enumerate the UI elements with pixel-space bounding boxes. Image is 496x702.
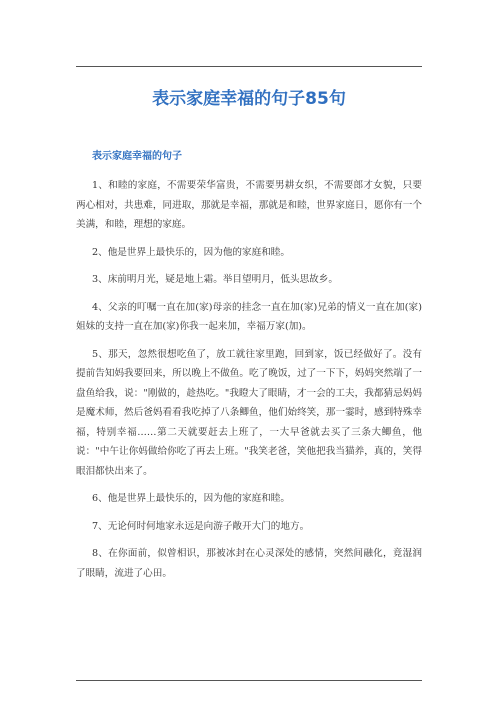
paragraph-2: 2、他是世界上最快乐的，因为他的家庭和睦。 — [92, 246, 290, 258]
bottom-divider — [76, 680, 422, 681]
paragraph-6: 6、他是世界上最快乐的，因为他的家庭和睦。 — [92, 493, 290, 504]
section-heading: 表示家庭幸福的句子 — [92, 151, 182, 162]
document-body — [76, 148, 422, 591]
page-title: 表示家庭幸福的句子85句 — [152, 89, 346, 109]
paragraph-4: 4、父亲的叮嘱一直在加(家)母亲的挂念一直在加(家)兄弟的情义一直在加(家)姐妹的支持一直在加(家)你我一起来加，幸福万家(加)。 — [76, 301, 422, 332]
paragraph-5: 5、那天，忽然很想吃鱼了，放工就往家里跑，回到家，饭已经做好了。没有提前告知妈我要回来，所以晚上不做鱼。吃了晚饭，过了一下下，妈妈突然端了一盘鱼给我，说："刚做的，趁热吃。"我瞪大了眼睛，才一会的工夫，我都猜忌妈妈是魔术师，然后爸妈看看我吃掉了八条鲫鱼，他们始终笑，那一霎时，感到特殊幸福，特别幸福……第二天就要赶去上班了，一大早爸就去买了三条大鲫鱼，他说："中午让你妈做给你吃了再去上班。"我笑老爸，笑他把我当猫养，真的，笑得眼泪都快出来了。 — [76, 348, 422, 477]
paragraph-1: 1、和睦的家庭，不需要荣华富贵，不需要男耕女织，不需要郎才女貌，只要两心相对，共患难，同进取，那就是幸福，那就是和睦，世界家庭日，愿你有一个美满，和睦，理想的家庭。 — [76, 180, 422, 230]
paragraph-3: 3、床前明月光，疑是地上霜。举目望明月，低头思故乡。 — [92, 274, 338, 285]
paragraph-8: 8、在你面前，似曾相识，那被冰封在心灵深处的感情，突然间融化，竟湿润了眼睛，流进了心田。 — [76, 548, 422, 579]
paragraph-7: 7、无论何时何地家永远是向游子敞开大门的地方。 — [92, 520, 310, 532]
top-divider — [76, 66, 422, 67]
